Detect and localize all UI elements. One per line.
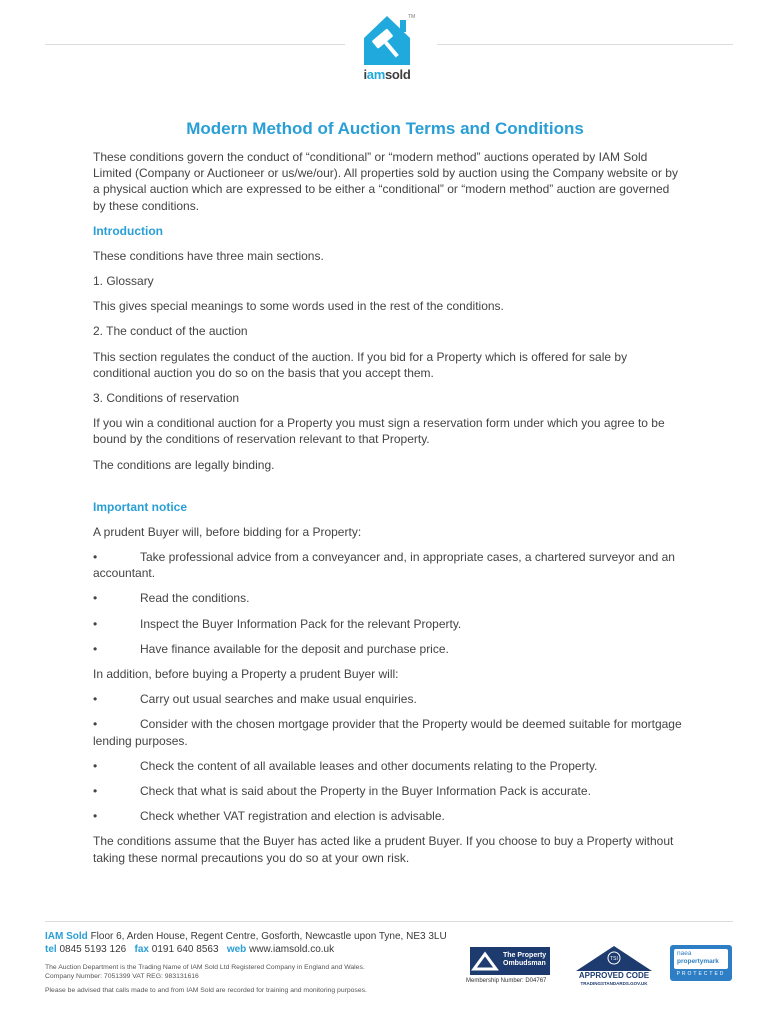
bullet: • xyxy=(93,692,98,707)
page-title: Modern Method of Auction Terms and Conditions xyxy=(186,119,584,138)
approved-code-logo xyxy=(572,943,656,987)
brand-name xyxy=(356,67,418,82)
website-link[interactable]: www.iamsold.co.uk xyxy=(249,944,335,955)
list-item-text: Check that what is said about the Property in the Buyer Information Pack is accurate. xyxy=(140,784,591,799)
list-item-text: Inspect the Buyer Information Pack for the relevant Property. xyxy=(140,616,462,631)
recording-notice: Please be advised that calls made to and from IAM Sold are recorded for training and monitoring purposes. xyxy=(45,987,367,994)
trading-standards-text: TRADINGSTANDARDS.GOV.UK xyxy=(580,981,648,986)
header-rule-left xyxy=(45,44,345,45)
important-notice-heading: Important notice xyxy=(93,499,188,514)
list-item xyxy=(93,783,683,799)
conduct-item: 2. The conduct of the auction xyxy=(93,324,248,339)
approved-code-text: APPROVED CODE xyxy=(578,971,650,980)
conduct-description: This section regulates the conduct of the auction. If you bid for a Property which is offered for sale by conditional auction you do so on the basis that you accept them. xyxy=(93,349,628,380)
reservation-description: If you win a conditional auction for a Property you must sign a reservation form under which you agree to be bound by the conditions of reservation relevant to that Property. xyxy=(93,416,665,447)
list-item-text: Consider with the chosen mortgage provider that the Property would be deemed suitable for mortgage lending purposes. xyxy=(93,717,682,748)
approved-code-icon xyxy=(572,943,656,987)
bullet: • xyxy=(93,550,98,565)
brand-suffix: sold xyxy=(384,67,411,82)
list-item-text: Check whether VAT registration and election is advisable. xyxy=(140,809,445,824)
list-item xyxy=(93,691,683,707)
brand-middle: am xyxy=(366,67,385,82)
tel-label: tel xyxy=(45,944,57,955)
house-gavel-icon xyxy=(356,10,418,70)
list-item-text: Read the conditions. xyxy=(140,591,250,606)
ombudsman-line-2: Ombudsman xyxy=(503,960,546,967)
tel-number[interactable]: 0845 5193 126 xyxy=(59,944,127,955)
footer-contact xyxy=(45,930,465,994)
naea-line-1: naea xyxy=(677,950,692,957)
bullet: • xyxy=(93,591,98,606)
legal-line-1: The Auction Department is the Trading Name of IAM Sold Ltd Registered Company in England and Wales. xyxy=(45,964,365,971)
footer-address-line xyxy=(45,930,465,943)
bullet: • xyxy=(93,758,98,773)
reservation-item: 3. Conditions of reservation xyxy=(93,391,240,406)
legal-line-2: Company Number: 7051399 VAT REG: 983131616 xyxy=(45,973,199,980)
intro-sections-text: These conditions have three main sections. xyxy=(93,248,324,263)
fax-label: fax xyxy=(134,944,149,955)
list-item-text: Check the content of all available leases and other documents relating to the Property. xyxy=(140,758,598,773)
list-item xyxy=(93,590,683,606)
bullet: • xyxy=(93,616,98,631)
brand-prefix: i xyxy=(363,67,367,82)
intro-paragraph: These conditions govern the conduct of “conditional” or “modern method” auctions operated by IAM Sold Limited (Company or Auctioneer or us/we/our). All properties sold by auction using the Company website or by a physical auction which are expressed to be either a “conditional” or “modern method” auction are governed by these conditions. xyxy=(93,150,678,213)
list-item xyxy=(93,549,683,581)
trademark-mark: TM xyxy=(408,14,416,20)
footer-address: Floor 6, Arden House, Regent Centre, Gosforth, Newcastle upon Tyne, NE3 3LU xyxy=(90,931,447,942)
legally-binding-text: The conditions are legally binding. xyxy=(93,457,275,472)
list-item-text: Carry out usual searches and make usual enquiries. xyxy=(140,692,417,707)
bullet: • xyxy=(93,809,98,824)
document-body xyxy=(93,149,683,875)
naea-protected-text: PROTECTED xyxy=(676,971,726,977)
ombudsman-line-1: The Property xyxy=(503,952,547,959)
list-item xyxy=(93,716,683,748)
footer-rule xyxy=(45,921,733,922)
list-item xyxy=(93,616,683,632)
glossary-description: This gives special meanings to some words used in the rest of the conditions. xyxy=(93,299,504,314)
list-item xyxy=(93,758,683,774)
notice-lead-before-buying: In addition, before buying a Property a prudent Buyer will: xyxy=(93,667,399,682)
bullet: • xyxy=(93,717,98,732)
notice-closing: The conditions assume that the Buyer has acted like a prudent Buyer. If you choose to buy a Property without taking these normal precautions you do so at your own risk. xyxy=(93,834,674,865)
naea-line-2: propertymark xyxy=(677,958,719,965)
list-item xyxy=(93,808,683,824)
list-item xyxy=(93,641,683,657)
naea-propertymark-logo xyxy=(670,945,732,981)
bullet: • xyxy=(93,641,98,656)
footer-company: IAM Sold xyxy=(45,931,88,942)
list-item-text: Have finance available for the deposit and purchase price. xyxy=(140,641,449,656)
ombudsman-mark-icon xyxy=(470,947,500,975)
naea-text-box xyxy=(674,949,728,969)
membership-number: Membership Number: D04767 xyxy=(466,978,547,984)
footer-legal xyxy=(45,963,465,981)
header-rule-right xyxy=(437,44,733,45)
notice-lead-before-bidding: A prudent Buyer will, before bidding for a Property: xyxy=(93,524,362,539)
fax-number: 0191 640 8563 xyxy=(151,944,219,955)
web-label: web xyxy=(226,944,247,955)
glossary-item: 1. Glossary xyxy=(93,274,154,289)
property-ombudsman-logo xyxy=(470,947,550,975)
tsi-mark: TSI xyxy=(610,956,618,962)
bullet: • xyxy=(93,784,98,799)
introduction-heading: Introduction xyxy=(93,223,163,238)
list-item-text: Take professional advice from a conveyancer and, in appropriate cases, a chartered surveyor and an accountant. xyxy=(93,550,675,581)
footer-contact-line xyxy=(45,943,465,956)
